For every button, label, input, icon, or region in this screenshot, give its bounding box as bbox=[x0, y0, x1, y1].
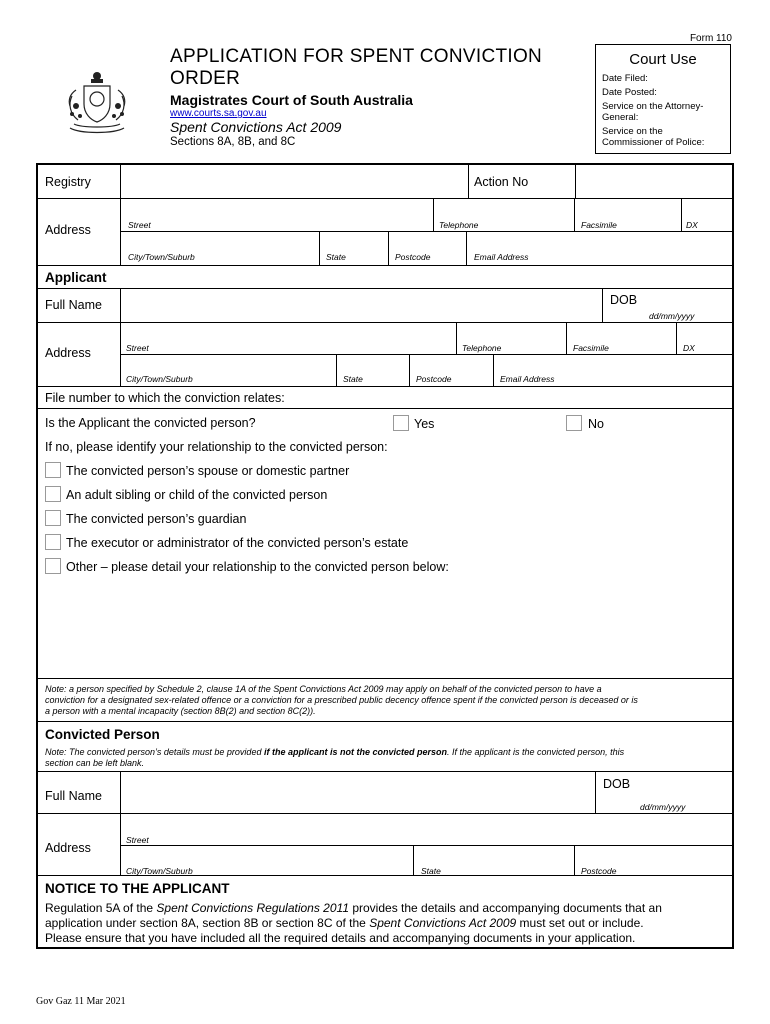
applicant-state-field[interactable] bbox=[337, 355, 409, 385]
court-name: Magistrates Court of South Australia bbox=[170, 92, 413, 108]
no-label: No bbox=[588, 417, 604, 431]
registry-email-field[interactable] bbox=[467, 232, 734, 264]
registry-state-label: State bbox=[326, 252, 346, 262]
registry-email-label: Email Address bbox=[474, 252, 529, 262]
notice-line-2: application under section 8A, section 8B or section 8C of the Spent Convictions Act 2009 must set out or include. bbox=[45, 916, 644, 930]
convicted-full-name-label: Full Name bbox=[45, 789, 102, 803]
registry-state-field[interactable] bbox=[320, 232, 388, 264]
service-police-label: Service on the Commissioner of Police: bbox=[602, 126, 705, 148]
service-ag-label: Service on the Attorney-General: bbox=[602, 101, 704, 123]
convicted-note-line-1: Note: The convicted person’s details must be provided if the applicant is not the convicted person. If the applicant is the convicted person, this bbox=[45, 747, 625, 757]
yes-checkbox[interactable] bbox=[393, 415, 409, 431]
registry-dx-field[interactable] bbox=[682, 199, 734, 231]
file-number-field[interactable] bbox=[298, 387, 734, 407]
convicted-city-field[interactable] bbox=[121, 846, 413, 874]
action-no-label: Action No bbox=[474, 175, 529, 189]
applicant-facsimile-label: Facsimile bbox=[573, 343, 609, 353]
act-name: Spent Convictions Act 2009 bbox=[170, 119, 342, 135]
registry-telephone-label: Telephone bbox=[439, 220, 479, 230]
applicant-postcode-field[interactable] bbox=[410, 355, 493, 385]
convicted-full-name-field[interactable] bbox=[121, 772, 595, 812]
convicted-note-line-2: section can be left blank. bbox=[45, 758, 145, 768]
relationship-prompt: If no, please identify your relationship to the convicted person: bbox=[45, 440, 388, 454]
applicant-dob-format: dd/mm/yyyy bbox=[649, 311, 695, 321]
guardian-option-label: The convicted person’s guardian bbox=[66, 512, 247, 526]
executor-checkbox[interactable] bbox=[45, 534, 61, 550]
court-use-box bbox=[595, 44, 731, 154]
court-website-link[interactable]: www.courts.sa.gov.au bbox=[170, 108, 267, 119]
note-line-1: Note: a person specified by Schedule 2, clause 1A of the Spent Convictions Act 2009 may apply on behalf of the convicted person to have a bbox=[45, 684, 602, 694]
convicted-dob-field[interactable] bbox=[596, 772, 734, 812]
applicant-street-label: Street bbox=[126, 343, 149, 353]
applicant-email-label: Email Address bbox=[500, 374, 555, 384]
convicted-postcode-label: Postcode bbox=[581, 866, 617, 876]
relationship-details-area[interactable] bbox=[45, 579, 729, 677]
date-filed-label: Date Filed: bbox=[602, 73, 648, 84]
notice-line-1: Regulation 5A of the Spent Convictions Regulations 2011 provides the details and accompanying documents that an bbox=[45, 901, 662, 915]
court-use-title: Court Use bbox=[629, 51, 697, 68]
convicted-state-label: State bbox=[421, 866, 441, 876]
action-no-field[interactable] bbox=[576, 165, 734, 198]
sibling-child-checkbox[interactable] bbox=[45, 486, 61, 502]
registry-field[interactable] bbox=[121, 165, 468, 198]
guardian-checkbox[interactable] bbox=[45, 510, 61, 526]
convicted-postcode-field[interactable] bbox=[575, 846, 734, 874]
convicted-dob-format: dd/mm/yyyy bbox=[640, 802, 686, 812]
applicant-email-field[interactable] bbox=[494, 355, 734, 385]
yes-label: Yes bbox=[414, 417, 435, 431]
applicant-city-label: City/Town/Suburb bbox=[126, 374, 193, 384]
convicted-state-field[interactable] bbox=[414, 846, 574, 874]
applicant-state-label: State bbox=[343, 374, 363, 384]
form-title: APPLICATION FOR SPENT CONVICTION ORDER bbox=[170, 46, 543, 89]
note-line-2: conviction for a designated sex-related offence or a conviction for a prescribed public decency offence spent if the convicted person is deceased or is bbox=[45, 695, 638, 705]
applicant-heading: Applicant bbox=[45, 270, 107, 285]
applicant-dob-label: DOB bbox=[610, 293, 638, 307]
registry-street-label: Street bbox=[128, 220, 151, 230]
notice-line-3: Please ensure that you have included all the required details and accompanying documents in your application. bbox=[45, 931, 636, 945]
form-number: Form 110 bbox=[689, 33, 732, 44]
applicant-city-field[interactable] bbox=[121, 355, 336, 385]
applicant-is-convicted-question: Is the Applicant the convicted person? bbox=[45, 416, 256, 430]
convicted-city-label: City/Town/Suburb bbox=[126, 866, 193, 876]
applicant-telephone-field[interactable] bbox=[457, 323, 566, 353]
applicant-facsimile-field[interactable] bbox=[567, 323, 676, 353]
spouse-option-label: The convicted person’s spouse or domestic partner bbox=[66, 464, 350, 478]
registry-label: Registry bbox=[45, 175, 91, 189]
convicted-street-field[interactable] bbox=[121, 814, 734, 844]
sibling-child-option-label: An adult sibling or child of the convicted person bbox=[66, 488, 328, 502]
registry-dx-label: DX bbox=[686, 220, 698, 230]
spouse-checkbox[interactable] bbox=[45, 462, 61, 478]
other-option-label: Other – please detail your relationship to the convicted person below: bbox=[66, 560, 449, 574]
applicant-full-name-label: Full Name bbox=[45, 298, 102, 312]
executor-option-label: The executor or administrator of the convicted person’s estate bbox=[66, 536, 409, 550]
registry-city-field[interactable] bbox=[121, 232, 319, 264]
application-form bbox=[36, 163, 734, 949]
other-checkbox[interactable] bbox=[45, 558, 61, 574]
registry-address-label: Address bbox=[45, 223, 91, 237]
applicant-postcode-label: Postcode bbox=[416, 374, 452, 384]
registry-telephone-field[interactable] bbox=[434, 199, 574, 231]
convicted-person-heading: Convicted Person bbox=[45, 727, 160, 742]
file-number-label: File number to which the conviction relates: bbox=[45, 391, 285, 405]
note-line-3: a person with a mental incapacity (section 8B(2) and section 8C(2)). bbox=[45, 706, 316, 716]
applicant-full-name-field[interactable] bbox=[121, 289, 602, 321]
applicant-street-field[interactable] bbox=[121, 323, 456, 353]
registry-city-label: City/Town/Suburb bbox=[128, 252, 195, 262]
notice-heading: NOTICE TO THE APPLICANT bbox=[45, 881, 230, 896]
registry-street-field[interactable] bbox=[121, 199, 433, 231]
convicted-dob-label: DOB bbox=[603, 777, 631, 791]
gazette-footer: Gov Gaz 11 Mar 2021 bbox=[36, 996, 126, 1007]
applicant-address-label: Address bbox=[45, 346, 91, 360]
applicant-telephone-label: Telephone bbox=[462, 343, 502, 353]
no-checkbox[interactable] bbox=[566, 415, 582, 431]
registry-facsimile-label: Facsimile bbox=[581, 220, 617, 230]
convicted-street-label: Street bbox=[126, 835, 149, 845]
applicant-dx-field[interactable] bbox=[677, 323, 734, 353]
date-posted-label: Date Posted: bbox=[602, 87, 657, 98]
coat-of-arms-icon bbox=[62, 66, 132, 138]
convicted-address-label: Address bbox=[45, 841, 91, 855]
registry-facsimile-field[interactable] bbox=[575, 199, 681, 231]
sections-reference: Sections 8A, 8B, and 8C bbox=[170, 136, 296, 148]
applicant-dob-field[interactable] bbox=[603, 289, 734, 321]
applicant-dx-label: DX bbox=[683, 343, 695, 353]
registry-postcode-label: Postcode bbox=[395, 252, 431, 262]
registry-postcode-field[interactable] bbox=[389, 232, 466, 264]
